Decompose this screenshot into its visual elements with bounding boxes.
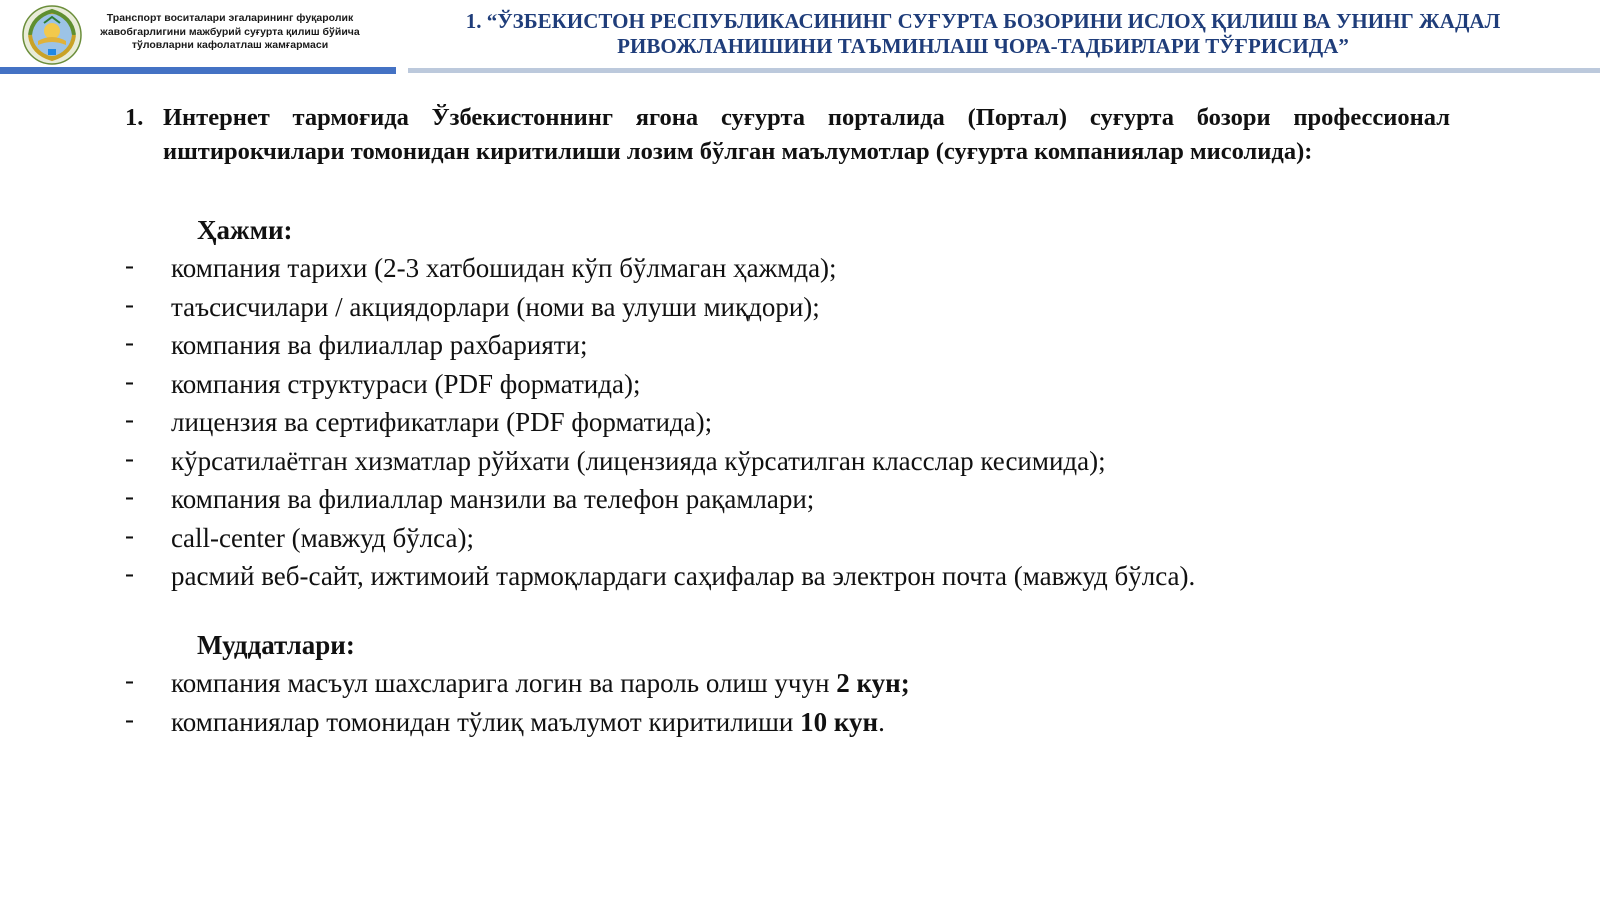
header-accent-bar: [0, 67, 396, 74]
bullet-dash: -: [125, 288, 134, 319]
duration-value: 2 кун;: [836, 668, 910, 698]
bullet-dash: -: [125, 558, 134, 588]
bullet-dash: -: [125, 665, 134, 695]
list-item-text: кўрсатилаётган хизматлар рўйхати (лицензияда кўрсатилган класслар кесимида);: [171, 445, 1106, 476]
list-item: [125, 442, 1295, 481]
list-item-text: компания структураси (PDF форматида);: [171, 368, 641, 399]
list-item: [125, 703, 1295, 742]
list-item-text: компаниялар томонидан тўлиқ маълумот киритилиши: [171, 706, 801, 737]
intro-text: Интернет тармоғида Ўзбекистоннинг ягона суғурта порталида (Портал) суғурта бозори профессионал иштирокчилари томонидан киритилиши лозим бўлган маълумотлар (суғурта компаниялар мисолида):: [163, 104, 1450, 165]
bullet-dash: -: [125, 404, 134, 434]
list-item: [125, 249, 1295, 288]
org-name-line3: тўловларни кафолатлаш жамғармаси: [131, 39, 329, 51]
list-item-text: call-center (мавжуд бўлса);: [171, 522, 474, 553]
bullet-dash: -: [125, 365, 134, 396]
duration-value: 10 кун: [800, 706, 879, 737]
list-item-text: лицензия ва сертификатлари (PDF форматида);: [171, 407, 713, 437]
list-item: [125, 519, 1295, 558]
org-name-line2: жавобгарлигини мажбурий суғурта қилиш бўйича: [100, 25, 360, 38]
bullet-dash: -: [125, 250, 134, 280]
list-item: [125, 365, 1295, 404]
list-item-text: расмий веб-сайт, ижтимоий тармоқлардаги саҳифалар ва электрон почта (мавжуд бўлса).: [171, 561, 1196, 591]
list-item: [125, 557, 1295, 596]
org-name-line1: Транспорт воситалари эгаларининг фуқаролик: [106, 12, 354, 24]
list-item: [125, 326, 1295, 365]
slide-title-line2: РИВОЖЛАНИШИНИ ТАЪМИНЛАШ ЧОРА-ТАДБИРЛАРИ ТЎҒРИСИДА”: [617, 34, 1349, 58]
slide-title-line1: 1. “ЎЗБЕКИСТОН РЕСПУБЛИКАСИНИНГ СУҒУРТА БОЗОРИНИ ИСЛОҲ ҚИЛИШ ВА УНИНГ ЖАДАЛ: [465, 9, 1501, 33]
list-item-text: компания тарихи (2-3 хатбошидан кўп бўлмаган ҳажмда);: [171, 253, 837, 283]
slide-header: [0, 0, 1600, 76]
bullet-dash: -: [125, 703, 134, 734]
list-item: [125, 403, 1295, 442]
list-item-tail: .: [878, 706, 885, 737]
organization-name: [84, 12, 376, 53]
intro-number: 1.: [125, 104, 144, 131]
volume-section-title: Ҳажми:: [197, 215, 293, 245]
terms-list: [125, 664, 1295, 741]
intro-paragraph: [125, 101, 1450, 169]
list-item: [125, 288, 1295, 327]
bullet-dash: -: [125, 327, 134, 357]
bullet-dash: -: [125, 442, 134, 473]
volume-list: [125, 249, 1295, 596]
state-emblem-icon: [22, 5, 82, 65]
list-item-text: компания масъул шахсларига логин ва пароль олиш учун: [171, 668, 837, 698]
list-item: [125, 480, 1295, 519]
list-item-text: таъсисчилари / акциядорлари (номи ва улуши миқдори);: [171, 291, 820, 322]
bullet-dash: -: [125, 481, 134, 511]
list-item-text: компания ва филиаллар манзили ва телефон рақамлари;: [171, 484, 815, 514]
slide-title: [398, 9, 1568, 59]
header-divider-bar: [408, 68, 1600, 73]
list-item: [125, 664, 1295, 703]
terms-section-title: Муддатлари:: [197, 630, 355, 660]
bullet-dash: -: [125, 519, 134, 550]
list-item-text: компания ва филиаллар рахбарияти;: [171, 330, 588, 360]
